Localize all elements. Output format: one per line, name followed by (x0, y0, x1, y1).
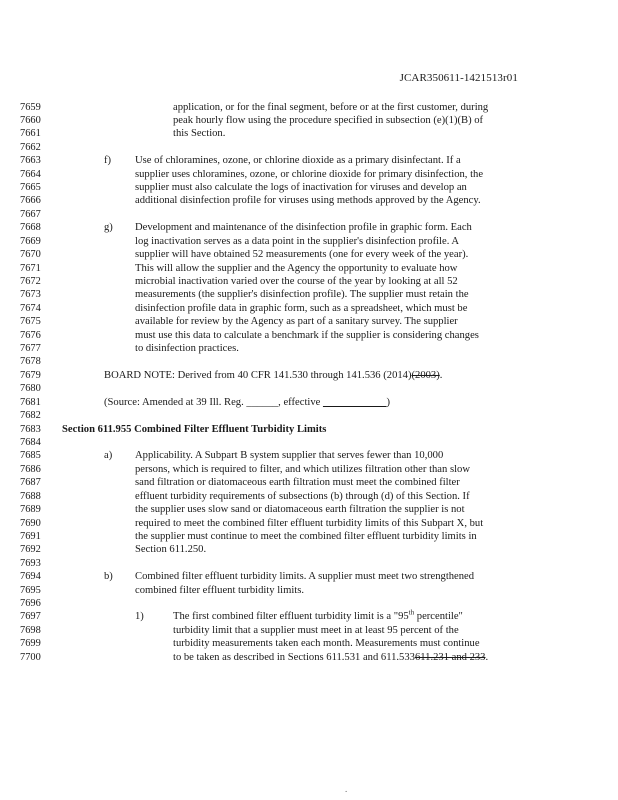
line-text (173, 114, 483, 127)
document-line (0, 530, 600, 543)
line-number: 7669 (20, 235, 41, 247)
line-number: 7684 (20, 437, 41, 448)
line-number: 7663 (20, 155, 41, 167)
document-line (0, 194, 600, 207)
line-text-main: log inactivation serves as a data point in the supplier's disinfection profile. A (135, 235, 460, 247)
line-text (135, 490, 470, 503)
line-number: 7660 (20, 114, 41, 126)
document-line (0, 127, 600, 140)
line-text-main: combined filter effluent turbidity limits. (135, 584, 304, 596)
line-text (135, 262, 457, 275)
line-text-main: (Source: Amended at 39 Ill. Reg. ______, effective (104, 396, 323, 408)
document-line (0, 154, 600, 167)
line-text (135, 530, 477, 543)
line-number: 7699 (20, 638, 41, 650)
document-line (0, 557, 600, 570)
document-line (0, 302, 600, 315)
document-line (0, 342, 600, 355)
line-text-main: supplier will have obtained 52 measurements (one for every week of the year). (135, 249, 469, 261)
line-text-main: Applicability. A Subpart B system supplier that serves fewer than 10,000 (135, 450, 444, 462)
document-line (0, 382, 600, 395)
line-text-main: the supplier uses slow sand or diatomaceous earth filtration the supplier is not (135, 504, 465, 516)
line-text-trailing: ) (386, 396, 391, 408)
line-text-main: peak hourly flow using the procedure specified in subsection (e)(1)(B) of (173, 114, 484, 126)
line-text (135, 517, 483, 530)
line-number: 7700 (20, 651, 41, 663)
line-text-trailing: . (439, 369, 443, 381)
line-number: 7681 (20, 396, 41, 408)
document-line (0, 409, 600, 422)
document-line (0, 517, 600, 530)
line-text (104, 396, 390, 409)
line-text (135, 181, 467, 194)
document-line (0, 208, 600, 221)
document-line (0, 584, 600, 597)
line-text (173, 127, 225, 140)
line-text (135, 449, 443, 462)
line-text-main: additional disinfection profile for viruses using methods approved by the Agency. (135, 195, 481, 207)
line-text-main: Development and maintenance of the disinfection profile in graphic form. Each (135, 222, 472, 234)
document-line (0, 570, 600, 583)
line-number: 7690 (20, 517, 41, 529)
document-line (0, 275, 600, 288)
document-line (0, 181, 600, 194)
line-text-main: BOARD NOTE: Derived from 40 CFR 141.530 through 141.536 (2014) (104, 369, 412, 381)
line-number: 7683 (20, 423, 41, 435)
line-text-main: Use of chloramines, ozone, or chlorine dioxide as a primary disinfectant. If a (135, 155, 461, 167)
document-line (0, 248, 600, 261)
line-text (135, 168, 483, 181)
line-text (135, 584, 304, 597)
line-text-main: persons, which is required to filter, and which utilizes filtration other than slow (135, 463, 470, 475)
line-number: 7675 (20, 316, 41, 328)
document-line (0, 235, 600, 248)
document-line (0, 543, 600, 556)
line-number: 7691 (20, 530, 41, 542)
line-text-trailing: . (485, 651, 489, 663)
line-text (135, 275, 458, 288)
line-number: 7682 (20, 410, 41, 422)
line-text (135, 302, 467, 315)
line-text (173, 624, 459, 637)
line-number: 7662 (20, 141, 41, 153)
line-text (135, 315, 458, 328)
document-line (0, 624, 600, 637)
line-text-main: microbial inactivation varied over the course of the year by looking at all 52 (135, 275, 458, 287)
document-line (0, 168, 600, 181)
line-text (173, 651, 488, 664)
line-number: 7672 (20, 275, 41, 287)
document-line (0, 436, 600, 449)
document-line (0, 463, 600, 476)
subsection-marker: b) (104, 571, 113, 583)
line-text-main: the supplier must continue to meet the combined filter effluent turbidity limits in (135, 530, 477, 542)
line-number: 7694 (20, 571, 41, 583)
underlined-blank: ____________ (322, 396, 387, 408)
section-heading-text: Section 611.955 Combined Filter Effluent Turbidity Limits (62, 423, 327, 435)
line-number: 7661 (20, 128, 41, 140)
line-number: 7698 (20, 624, 41, 636)
line-number: 7664 (20, 168, 41, 180)
document-line (0, 101, 600, 114)
document-line (0, 597, 600, 610)
document-line (0, 262, 600, 275)
line-text-main: The first combined filter effluent turbidity limit is a "95 (173, 611, 409, 623)
line-text (135, 194, 481, 207)
line-text (135, 463, 470, 476)
line-text (135, 221, 472, 234)
line-text-main: disinfection profile data in graphic form, such as a spreadsheet, which must be (135, 302, 468, 314)
line-number: 7695 (20, 584, 41, 596)
line-number: 7671 (20, 262, 41, 274)
line-text (135, 342, 239, 355)
line-text (135, 503, 465, 516)
document-line (0, 637, 600, 650)
line-text-main: application, or for the final segment, before or at the first customer, during (173, 101, 489, 113)
line-text-main: available for review by the Agency as part of a sanitary survey. The supplier (135, 316, 458, 328)
line-number: 7678 (20, 356, 41, 368)
document-line (0, 476, 600, 489)
subsection-marker: a) (104, 450, 113, 462)
line-number: 7689 (20, 504, 41, 516)
line-number: 7673 (20, 289, 41, 301)
line-text-trailing: percentile" (414, 611, 463, 623)
line-text (135, 476, 460, 489)
document-line (0, 329, 600, 342)
line-number: 7688 (20, 490, 41, 502)
line-text-main: Section 611.250. (135, 544, 207, 556)
line-number: 7692 (20, 544, 41, 556)
line-text-main: sand filtration or diatomaceous earth filtration must meet the combined filter (135, 477, 460, 489)
document-line (0, 221, 600, 234)
line-text-main: required to meet the combined filter effluent turbidity limits of this Subpart X, but (135, 517, 484, 529)
subsection-marker: f) (104, 155, 112, 167)
line-number: 7685 (20, 450, 41, 462)
document-line (0, 355, 600, 368)
document-id-header: JCAR350611-1421513r01 (399, 72, 518, 84)
line-number: 7686 (20, 463, 41, 475)
line-number: 7670 (20, 249, 41, 261)
line-number: 7659 (20, 101, 41, 113)
line-text (173, 610, 463, 623)
line-number: 7668 (20, 222, 41, 234)
document-line (0, 141, 600, 154)
line-number: 7696 (20, 598, 41, 610)
line-text-main: turbidity measurements taken each month. Measurements must continue (173, 638, 480, 650)
line-text (135, 288, 469, 301)
line-text (135, 235, 459, 248)
line-number: 7697 (20, 611, 41, 623)
line-number: 7677 (20, 343, 41, 355)
struck-text: 611.231 and 233 (414, 651, 486, 663)
subsection-marker: g) (104, 222, 113, 234)
line-text (135, 248, 468, 261)
superscript-text: th (408, 608, 415, 617)
document-line (0, 396, 600, 409)
line-number: 7674 (20, 302, 41, 314)
line-text-main: Combined filter effluent turbidity limits. A supplier must meet two strengthened (135, 571, 475, 583)
document-line (0, 423, 600, 436)
line-text-main: turbidity limit that a supplier must meet in at least 95 percent of the (173, 624, 459, 636)
line-text-main: This will allow the supplier and the Agency the opportunity to evaluate how (135, 262, 458, 274)
document-line (0, 503, 600, 516)
document-line (0, 369, 600, 382)
line-number: 7680 (20, 383, 41, 395)
line-text (104, 369, 442, 382)
line-text-main: to be taken as described in Sections 611.531 and 611.533 (173, 651, 415, 663)
line-text-main: this Section. (173, 128, 226, 140)
document-line (0, 114, 600, 127)
document-line (0, 315, 600, 328)
document-line (0, 288, 600, 301)
document-line (0, 449, 600, 462)
line-number: 7679 (20, 369, 41, 381)
line-text-main: must use this data to calculate a benchmark if the supplier is considering changes (135, 329, 479, 341)
line-text-main: supplier must also calculate the logs of inactivation for viruses and develop an (135, 182, 467, 194)
section-heading (62, 423, 326, 436)
subsection-marker: 1) (135, 611, 144, 623)
line-number: 7693 (20, 557, 41, 569)
line-number: 7665 (20, 182, 41, 194)
line-text (135, 543, 206, 556)
line-text-main: measurements (the supplier's disinfection profile). The supplier must retain the (135, 289, 469, 301)
document-line (0, 490, 600, 503)
line-text (135, 154, 461, 167)
line-number: 7666 (20, 195, 41, 207)
document-line (0, 610, 600, 623)
line-text (173, 101, 488, 114)
line-number: 7687 (20, 477, 41, 489)
page-footer-mark: . (345, 784, 348, 794)
line-text-main: supplier uses chloramines, ozone, or chlorine dioxide for primary disinfection, the (135, 168, 484, 180)
line-text (135, 570, 474, 583)
line-text (173, 637, 480, 650)
line-text (135, 329, 479, 342)
line-text-main: to disinfection practices. (135, 343, 239, 355)
line-number: 7676 (20, 329, 41, 341)
struck-text: (2003) (411, 369, 440, 381)
document-line (0, 651, 600, 664)
line-text-main: effluent turbidity requirements of subsections (b) through (d) of this Section. If (135, 490, 470, 502)
line-number: 7667 (20, 208, 41, 220)
